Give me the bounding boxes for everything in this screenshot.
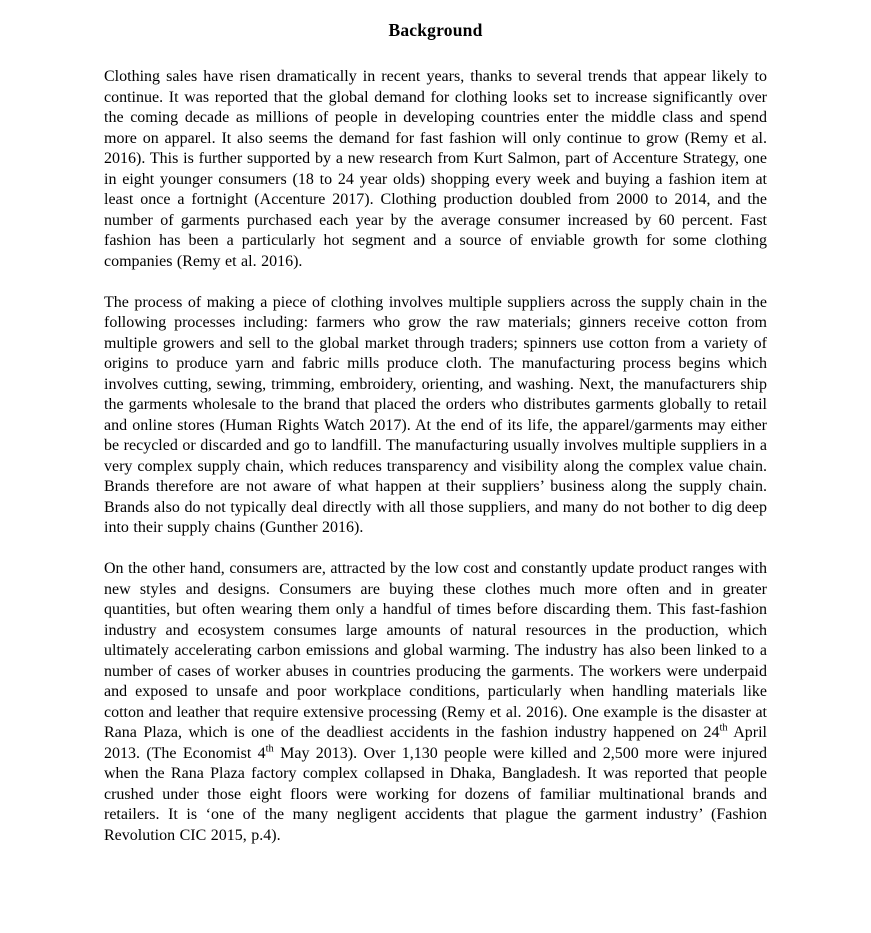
paragraph-text: The process of making a piece of clothing involves multiple suppliers across the supply chain in the following processes including: farmers who grow the raw materials; ginners receive cotton from multiple growers and sell to the global market through traders; spinners use cotton from a variety of origins to produce yarn and fabric mills produce cloth. The manufacturing process begins which involves cutting, sewing, trimming, embroidery, orienting, and washing. Next, the manufacturers ship the garments wholesale to the brand that placed the orders who distributes garments globally to retail and online stores (Human Rights Watch 2017). At the end of its life, the apparel/garments may either be recycled or discarded and go to landfill. The manufacturing usually involves multiple suppliers in a very complex supply chain, which reduces transparency and visibility along the complex value chain. Brands therefore are not aware of what happen at their suppliers’ business along the supply chain. Brands also do not typically deal directly with all those suppliers, and many do not bother to dig deep into their supply chains (Gunther 2016). [104, 293, 767, 536]
paragraph-text: April 2013. (The Economist 4 [104, 724, 767, 762]
paragraph-text: On the other hand, consumers are, attracted by the low cost and constantly update product ranges with new styles and designs. Consumers are buying these clothes much more often and in greater quantities, but often wearing them only a handful of times before discarding them. This fast-fashion industry and ecosystem consumes large amounts of natural resources in the production, which ultimately accelerating carbon emissions and global warming. The industry has also been linked to a number of cases of worker abuses in countries producing the garments. The workers were underpaid and exposed to unsafe and poor workplace conditions, particularly when handling materials like cotton and leather that require extensive processing (Remy et al. 2016). One example is the disaster at Rana Plaza, which is one of the deadliest accidents in the fashion industry happened on 24 [104, 560, 767, 741]
superscript-text: th [265, 743, 274, 755]
superscript-text: th [719, 722, 728, 734]
paragraph-text: May 2013). Over 1,130 people were killed and 2,500 more were injured when the Rana Plaza factory complex collapsed in Dhaka, Bangladesh. It was reported that people crushed under those eight floors were working for dozens of familiar multinational brands and retailers. It is ‘one of the many negligent accidents that plague the garment industry’ (Fashion Revolution CIC 2015, p.4). [104, 744, 767, 844]
paragraph [104, 67, 767, 272]
paragraph-text: Clothing sales have risen dramatically in recent years, thanks to several trends that appear likely to continue. It was reported that the global demand for clothing looks set to increase significantly over the coming decade as millions of people in developing countries enter the middle class and spend more on apparel. It also seems the demand for fast fashion will only continue to grow (Remy et al. 2016). This is further supported by a new research from Kurt Salmon, part of Accenture Strategy, one in eight younger consumers (18 to 24 year olds) shopping every week and buying a fashion item at least once a fortnight (Accenture 2017). Clothing production doubled from 2000 to 2014, and the number of garments purchased each year by the average consumer increased by 60 percent. Fast fashion has been a particularly hot segment and a source of enviable growth for some clothing companies (Remy et al. 2016). [104, 68, 767, 270]
page-title: Background [388, 20, 483, 40]
paragraph [104, 293, 767, 539]
paragraph [104, 559, 767, 846]
paragraphs-container [104, 67, 767, 846]
